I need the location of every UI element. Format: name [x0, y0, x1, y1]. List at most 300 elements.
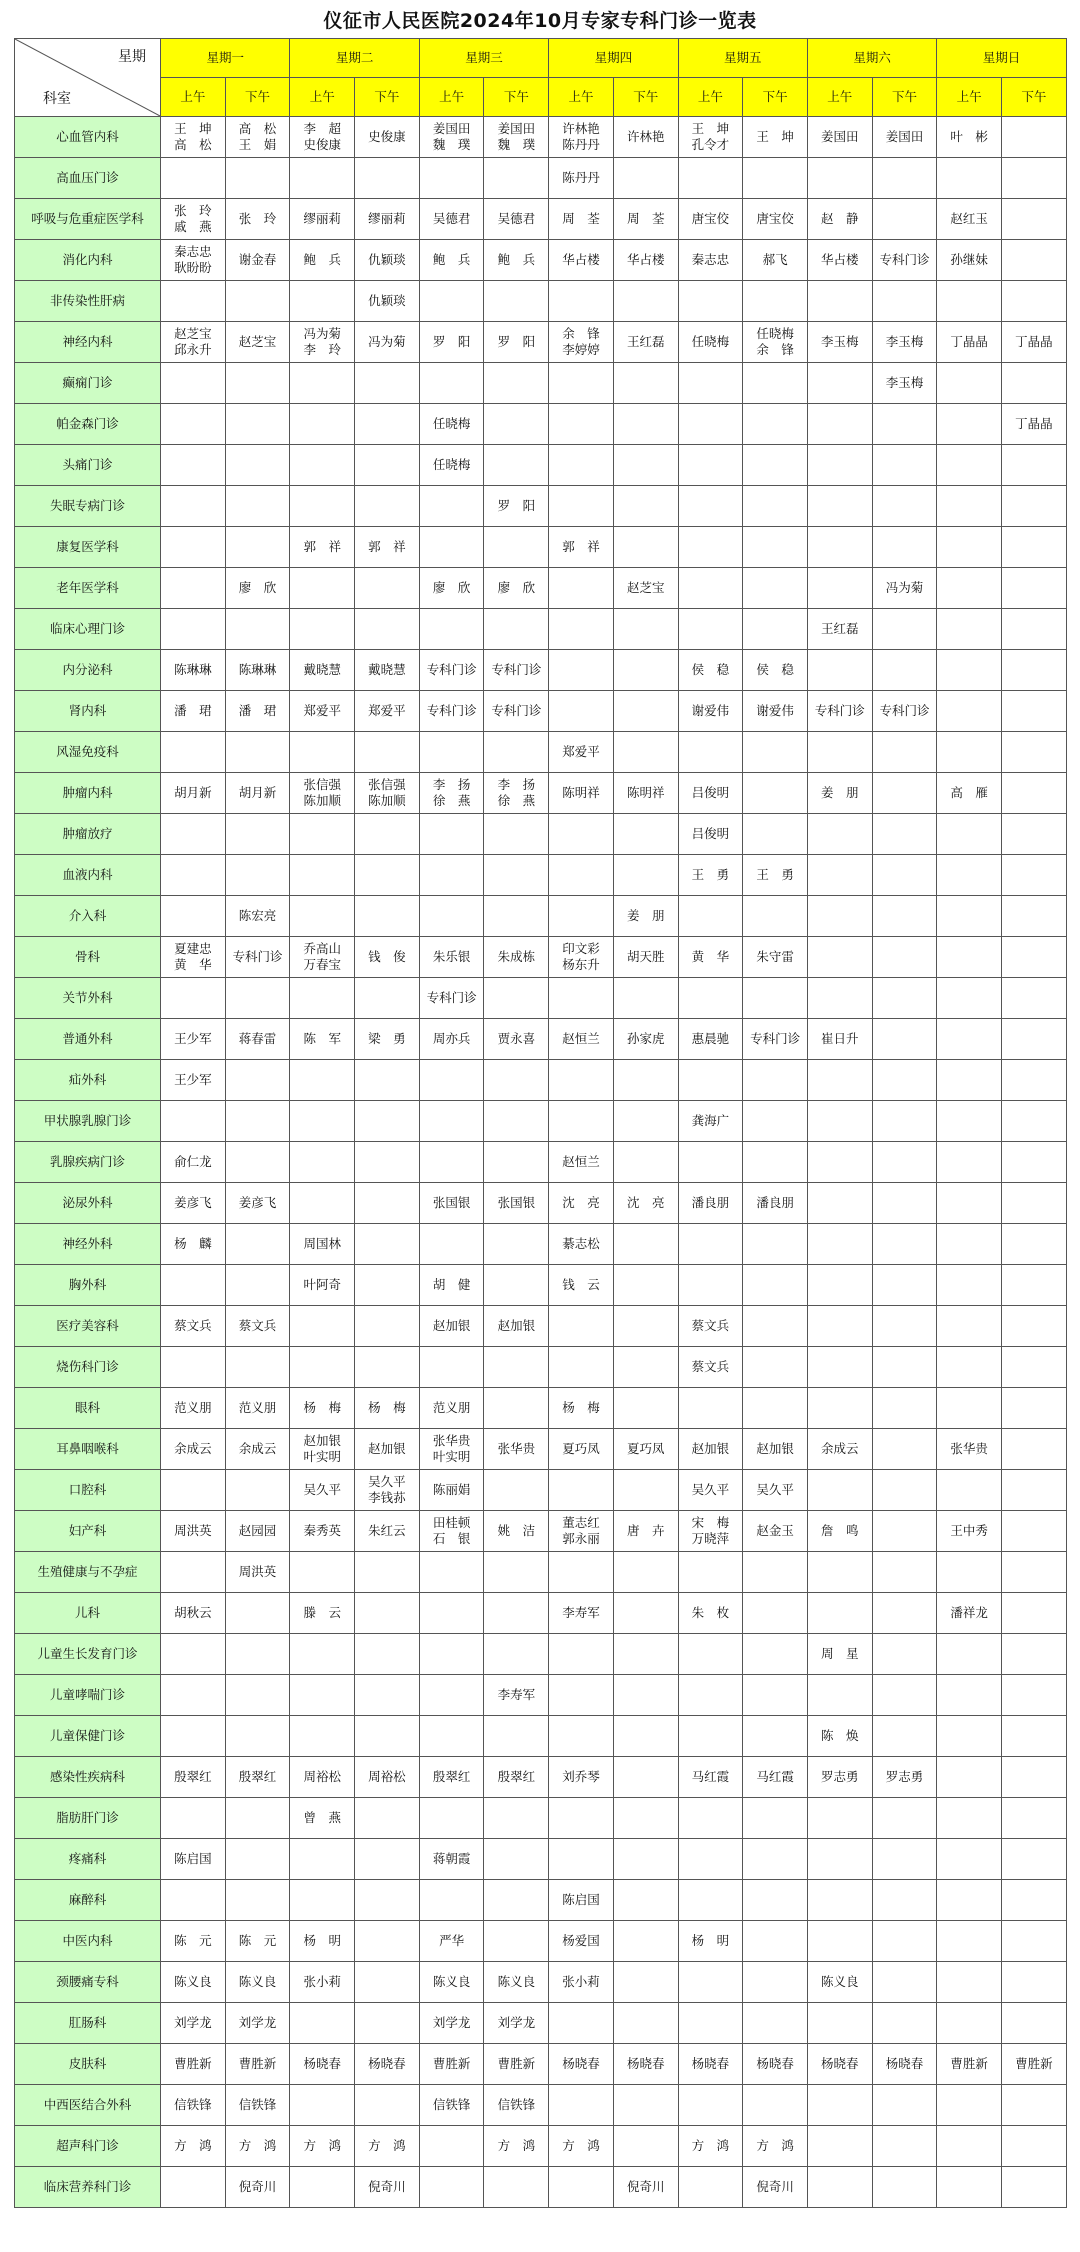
- schedule-cell: [807, 1552, 872, 1593]
- schedule-cell: [290, 527, 355, 568]
- am-header: 上午: [161, 78, 226, 117]
- schedule-cell: [1002, 2167, 1067, 2208]
- schedule-cell: [419, 2085, 484, 2126]
- dept-name: 非传染性肝病: [15, 281, 161, 322]
- table-row: [15, 363, 1067, 404]
- schedule-cell: [225, 1675, 290, 1716]
- doctor-name: 姜国田: [432, 121, 471, 136]
- doctor-name: 冯为菊: [303, 326, 341, 341]
- schedule-cell: [807, 568, 872, 609]
- schedule-cell: [743, 404, 808, 445]
- schedule-cell: [1002, 2085, 1067, 2126]
- schedule-cell: [937, 814, 1002, 855]
- schedule-cell: [419, 486, 484, 527]
- schedule-cell: [872, 1798, 937, 1839]
- doctor-name: 罗 阳: [497, 498, 536, 513]
- pm-header: 下午: [225, 78, 290, 117]
- schedule-cell: [225, 773, 290, 814]
- doctor-name: 钱 云: [562, 1277, 600, 1292]
- schedule-cell: [484, 322, 549, 363]
- doctor-name: 潘良朋: [691, 1195, 730, 1210]
- schedule-cell: [419, 2126, 484, 2167]
- schedule-cell: [225, 2126, 290, 2167]
- doctor-name: 姜彦飞: [238, 1195, 277, 1210]
- schedule-cell: [161, 2126, 226, 2167]
- schedule-cell: [549, 404, 614, 445]
- schedule-cell: [419, 1183, 484, 1224]
- schedule-cell: [872, 1142, 937, 1183]
- doctor-name: 杨晓春: [562, 2056, 600, 2071]
- schedule-cell: [613, 1921, 678, 1962]
- schedule-cell: [678, 814, 743, 855]
- doctor-name: 张小莉: [303, 1974, 341, 1989]
- schedule-cell: [225, 1839, 290, 1880]
- schedule-cell: [355, 363, 420, 404]
- doctor-name: 李 玲: [303, 342, 341, 357]
- schedule-cell: [290, 1634, 355, 1675]
- dept-name: 骨科: [15, 937, 161, 978]
- schedule-cell: [1002, 1552, 1067, 1593]
- schedule-cell: [355, 773, 420, 814]
- schedule-cell: [937, 773, 1002, 814]
- schedule-cell: [678, 486, 743, 527]
- doctor-name: 专科门诊: [232, 949, 283, 964]
- day-header-row: [15, 39, 1067, 78]
- doctor-name: 杨 梅: [562, 1400, 600, 1415]
- page-title: 仪征市人民医院2024年10月专家专科门诊一览表: [323, 10, 757, 32]
- day-header: 星期六: [807, 39, 936, 78]
- dept-name: 儿童保健门诊: [15, 1716, 161, 1757]
- doctor-name: 专科门诊: [814, 703, 865, 718]
- schedule-cell: [937, 1060, 1002, 1101]
- schedule-cell: [484, 691, 549, 732]
- schedule-cell: [290, 363, 355, 404]
- doctor-name: 沈 亮: [562, 1195, 600, 1210]
- schedule-cell: [161, 1716, 226, 1757]
- schedule-cell: [937, 1593, 1002, 1634]
- schedule-cell: [872, 486, 937, 527]
- schedule-cell: [549, 773, 614, 814]
- schedule-cell: [937, 691, 1002, 732]
- doctor-name: 史俊康: [303, 137, 341, 152]
- doctor-name: 秦秀英: [303, 1523, 341, 1538]
- schedule-cell: [872, 1019, 937, 1060]
- doctor-name: 蔡文兵: [691, 1359, 730, 1374]
- schedule-cell: [484, 1019, 549, 1060]
- schedule-cell: [161, 1060, 226, 1101]
- doctor-name: 俞仁龙: [174, 1154, 212, 1169]
- doctor-name: 方 鸿: [497, 2138, 536, 2153]
- schedule-cell: [807, 609, 872, 650]
- schedule-cell: [937, 404, 1002, 445]
- doctor-name: 唐宝佼: [691, 211, 730, 226]
- schedule-cell: [419, 1224, 484, 1265]
- doctor-name: 綦志松: [562, 1236, 600, 1251]
- schedule-cell: [1002, 937, 1067, 978]
- doctor-name: 罗志勇: [821, 1769, 859, 1784]
- schedule-cell: [419, 322, 484, 363]
- schedule-cell: [743, 1101, 808, 1142]
- schedule-cell: [678, 1511, 743, 1552]
- schedule-cell: [484, 445, 549, 486]
- schedule-cell: [549, 2085, 614, 2126]
- schedule-cell: [549, 1306, 614, 1347]
- schedule-cell: [613, 1470, 678, 1511]
- schedule-cell: [419, 1511, 484, 1552]
- doctor-name: 万晓萍: [691, 1531, 730, 1546]
- doctor-name: 专科门诊: [491, 703, 542, 718]
- am-header: 上午: [290, 78, 355, 117]
- schedule-cell: [1002, 1347, 1067, 1388]
- dept-name: 神经内科: [15, 322, 161, 363]
- table-row: [15, 1470, 1067, 1511]
- schedule-cell: [613, 1716, 678, 1757]
- schedule-cell: [743, 2044, 808, 2085]
- schedule-cell: [355, 1634, 420, 1675]
- schedule-cell: [161, 322, 226, 363]
- doctor-name: 张华贵: [497, 1441, 536, 1456]
- schedule-cell: [807, 1060, 872, 1101]
- schedule-cell: [807, 486, 872, 527]
- schedule-cell: [484, 609, 549, 650]
- schedule-cell: [1002, 814, 1067, 855]
- schedule-cell: [290, 2126, 355, 2167]
- doctor-name: 杨晓春: [368, 2056, 406, 2071]
- corner-cell: [15, 39, 161, 117]
- schedule-cell: [872, 609, 937, 650]
- schedule-cell: [549, 2167, 614, 2208]
- schedule-cell: [290, 1265, 355, 1306]
- schedule-cell: [807, 445, 872, 486]
- doctor-name: 曹胜新: [497, 2056, 536, 2071]
- schedule-cell: [613, 937, 678, 978]
- schedule-cell: [872, 773, 937, 814]
- doctor-name: 张国银: [497, 1195, 536, 1210]
- dept-name: 颈腰痛专科: [15, 1962, 161, 2003]
- schedule-cell: [484, 1634, 549, 1675]
- schedule-cell: [225, 937, 290, 978]
- schedule-cell: [484, 1470, 549, 1511]
- doctor-name: 朱成栋: [497, 949, 536, 964]
- doctor-name: 刘学龙: [174, 2015, 212, 2030]
- doctor-name: 任晓梅: [691, 334, 730, 349]
- schedule-cell: [872, 568, 937, 609]
- schedule-cell: [161, 1593, 226, 1634]
- schedule-cell: [937, 732, 1002, 773]
- schedule-cell: [807, 322, 872, 363]
- schedule-cell: [484, 1183, 549, 1224]
- schedule-cell: [484, 937, 549, 978]
- schedule-cell: [484, 1101, 549, 1142]
- schedule-cell: [161, 1921, 226, 1962]
- schedule-cell: [549, 445, 614, 486]
- doctor-name: 陈 元: [174, 1933, 212, 1948]
- schedule-cell: [290, 691, 355, 732]
- schedule-cell: [613, 2126, 678, 2167]
- table-row: [15, 1757, 1067, 1798]
- schedule-cell: [743, 1757, 808, 1798]
- schedule-cell: [613, 1757, 678, 1798]
- schedule-cell: [549, 1511, 614, 1552]
- schedule-cell: [355, 1224, 420, 1265]
- doctor-name: 陈丹丹: [562, 170, 600, 185]
- dept-name: 介入科: [15, 896, 161, 937]
- doctor-name: 方 鸿: [303, 2138, 341, 2153]
- doctor-name: 胡月新: [238, 785, 277, 800]
- corner-dept-label: 科室: [43, 91, 71, 107]
- schedule-cell: [484, 1224, 549, 1265]
- dept-name: 感染性疾病科: [15, 1757, 161, 1798]
- schedule-cell: [1002, 281, 1067, 322]
- schedule-cell: [161, 814, 226, 855]
- schedule-cell: [743, 527, 808, 568]
- schedule-cell: [225, 650, 290, 691]
- schedule-cell: [290, 1511, 355, 1552]
- schedule-cell: [807, 732, 872, 773]
- doctor-name: 张小莉: [562, 1974, 600, 1989]
- table-row: [15, 568, 1067, 609]
- schedule-cell: [355, 117, 420, 158]
- schedule-cell: [419, 1593, 484, 1634]
- schedule-cell: [161, 937, 226, 978]
- doctor-name: 周 星: [821, 1646, 859, 1661]
- doctor-name: 郭 祥: [562, 539, 600, 554]
- doctor-name: 高 雁: [950, 785, 988, 800]
- schedule-cell: [872, 1880, 937, 1921]
- schedule-cell: [355, 1183, 420, 1224]
- schedule-cell: [613, 1880, 678, 1921]
- schedule-cell: [807, 2003, 872, 2044]
- schedule-cell: [161, 404, 226, 445]
- schedule-cell: [355, 199, 420, 240]
- schedule-cell: [678, 650, 743, 691]
- doctor-name: 印文彩: [562, 941, 600, 956]
- doctor-name: 郑爱平: [562, 744, 600, 759]
- schedule-cell: [355, 691, 420, 732]
- schedule-cell: [937, 650, 1002, 691]
- doctor-name: 余 锋: [756, 342, 794, 357]
- schedule-cell: [613, 1388, 678, 1429]
- schedule-cell: [484, 1716, 549, 1757]
- schedule-cell: [549, 2044, 614, 2085]
- doctor-name: 王红磊: [821, 621, 859, 636]
- schedule-cell: [161, 568, 226, 609]
- doctor-name: 罗 阳: [497, 334, 536, 349]
- schedule-cell: [872, 2003, 937, 2044]
- doctor-name: 仇颖琰: [368, 293, 406, 308]
- schedule-cell: [807, 1101, 872, 1142]
- schedule-cell: [419, 117, 484, 158]
- table-row: [15, 1388, 1067, 1429]
- schedule-cell: [937, 322, 1002, 363]
- schedule-cell: [290, 2003, 355, 2044]
- table-row: [15, 322, 1067, 363]
- schedule-cell: [225, 117, 290, 158]
- table-row: [15, 814, 1067, 855]
- doctor-name: 杨 梅: [303, 1400, 341, 1415]
- schedule-cell: [484, 158, 549, 199]
- schedule-cell: [807, 1470, 872, 1511]
- doctor-name: 殷翠红: [497, 1769, 536, 1784]
- schedule-cell: [549, 240, 614, 281]
- schedule-cell: [161, 158, 226, 199]
- doctor-name: 吴久平: [368, 1474, 406, 1489]
- schedule-cell: [484, 1757, 549, 1798]
- schedule-cell: [225, 322, 290, 363]
- schedule-cell: [225, 855, 290, 896]
- table-row: [15, 609, 1067, 650]
- schedule-cell: [355, 937, 420, 978]
- schedule-cell: [743, 732, 808, 773]
- schedule-cell: [225, 978, 290, 1019]
- schedule-cell: [355, 1675, 420, 1716]
- schedule-cell: [484, 1265, 549, 1306]
- doctor-name: 周 荃: [626, 211, 665, 226]
- table-row: [15, 650, 1067, 691]
- schedule-cell: [872, 117, 937, 158]
- schedule-cell: [549, 2003, 614, 2044]
- schedule-cell: [419, 2044, 484, 2085]
- doctor-name: 高 松: [238, 121, 277, 136]
- doctor-name: 郑爱平: [303, 703, 341, 718]
- schedule-cell: [225, 2044, 290, 2085]
- schedule-cell: [743, 199, 808, 240]
- schedule-cell: [419, 281, 484, 322]
- schedule-cell: [613, 1962, 678, 2003]
- day-header: 星期二: [290, 39, 419, 78]
- schedule-cell: [872, 158, 937, 199]
- doctor-name: 詹 鸣: [821, 1523, 859, 1538]
- schedule-cell: [161, 1142, 226, 1183]
- schedule-cell: [225, 404, 290, 445]
- schedule-cell: [613, 1839, 678, 1880]
- doctor-name: 赵加银: [368, 1441, 406, 1456]
- dept-name: 皮肤科: [15, 2044, 161, 2085]
- schedule-cell: [419, 1921, 484, 1962]
- pm-header: 下午: [484, 78, 549, 117]
- doctor-name: 惠晨驰: [691, 1031, 730, 1046]
- schedule-cell: [743, 896, 808, 937]
- schedule-cell: [355, 1388, 420, 1429]
- schedule-cell: [678, 1552, 743, 1593]
- schedule-cell: [937, 2167, 1002, 2208]
- schedule-cell: [161, 691, 226, 732]
- schedule-cell: [419, 650, 484, 691]
- dept-name: 妇产科: [15, 1511, 161, 1552]
- doctor-name: 吕俊明: [691, 826, 730, 841]
- dept-name: 超声科门诊: [15, 2126, 161, 2167]
- schedule-cell: [678, 732, 743, 773]
- schedule-cell: [807, 1593, 872, 1634]
- schedule-cell: [1002, 896, 1067, 937]
- schedule-cell: [419, 814, 484, 855]
- schedule-cell: [613, 1183, 678, 1224]
- doctor-name: 夏巧凤: [626, 1441, 665, 1456]
- schedule-cell: [678, 1347, 743, 1388]
- schedule-cell: [355, 1839, 420, 1880]
- schedule-cell: [355, 322, 420, 363]
- schedule-cell: [484, 1839, 549, 1880]
- schedule-cell: [678, 445, 743, 486]
- dept-name: 甲状腺乳腺门诊: [15, 1101, 161, 1142]
- schedule-cell: [678, 1757, 743, 1798]
- doctor-name: 信铁锋: [432, 2097, 471, 2112]
- doctor-name: 范义朋: [238, 1400, 277, 1415]
- schedule-cell: [290, 1716, 355, 1757]
- table-row: [15, 1224, 1067, 1265]
- schedule-cell: [484, 2044, 549, 2085]
- schedule-cell: [613, 1101, 678, 1142]
- schedule-cell: [225, 445, 290, 486]
- schedule-cell: [225, 1470, 290, 1511]
- doctor-name: 专科门诊: [426, 990, 477, 1005]
- doctor-name: 廖 欣: [238, 580, 277, 595]
- doctor-name: 周国林: [303, 1236, 341, 1251]
- doctor-name: 唐宝佼: [756, 211, 794, 226]
- schedule-cell: [872, 1388, 937, 1429]
- schedule-cell: [161, 1265, 226, 1306]
- schedule-cell: [872, 445, 937, 486]
- schedule-cell: [355, 1019, 420, 1060]
- schedule-cell: [678, 773, 743, 814]
- schedule-cell: [355, 1798, 420, 1839]
- schedule-cell: [161, 1388, 226, 1429]
- dept-name: 烧伤科门诊: [15, 1347, 161, 1388]
- schedule-cell: [678, 1470, 743, 1511]
- schedule-cell: [549, 978, 614, 1019]
- doctor-name: 姜国田: [497, 121, 536, 136]
- schedule-cell: [937, 486, 1002, 527]
- doctor-name: 夏巧凤: [562, 1441, 600, 1456]
- doctor-name: 郭永丽: [562, 1531, 600, 1546]
- schedule-cell: [549, 199, 614, 240]
- schedule-cell: [678, 527, 743, 568]
- table-row: [15, 486, 1067, 527]
- doctor-name: 廖 欣: [497, 580, 536, 595]
- schedule-cell: [613, 2085, 678, 2126]
- doctor-name: 曹胜新: [1015, 2056, 1053, 2071]
- schedule-cell: [225, 609, 290, 650]
- table-row: [15, 1306, 1067, 1347]
- schedule-cell: [937, 1306, 1002, 1347]
- doctor-name: 鲍 兵: [303, 252, 341, 267]
- doctor-name: 魏 璞: [497, 137, 536, 152]
- table-row: [15, 1716, 1067, 1757]
- schedule-cell: [549, 117, 614, 158]
- schedule-cell: [355, 158, 420, 199]
- schedule-cell: [807, 1962, 872, 2003]
- schedule-cell: [872, 691, 937, 732]
- schedule-cell: [937, 2003, 1002, 2044]
- table-row: [15, 1634, 1067, 1675]
- schedule-cell: [355, 1593, 420, 1634]
- doctor-name: 缪丽莉: [368, 211, 406, 226]
- schedule-cell: [161, 2044, 226, 2085]
- schedule-cell: [161, 1101, 226, 1142]
- schedule-cell: [484, 1552, 549, 1593]
- dept-name: 高血压门诊: [15, 158, 161, 199]
- schedule-cell: [807, 199, 872, 240]
- schedule-cell: [872, 855, 937, 896]
- schedule-cell: [419, 568, 484, 609]
- schedule-cell: [290, 1880, 355, 1921]
- schedule-cell: [290, 1593, 355, 1634]
- doctor-name: 吴久平: [303, 1482, 341, 1497]
- schedule-cell: [678, 1142, 743, 1183]
- schedule-cell: [613, 773, 678, 814]
- dept-name: 头痛门诊: [15, 445, 161, 486]
- schedule-cell: [1002, 1962, 1067, 2003]
